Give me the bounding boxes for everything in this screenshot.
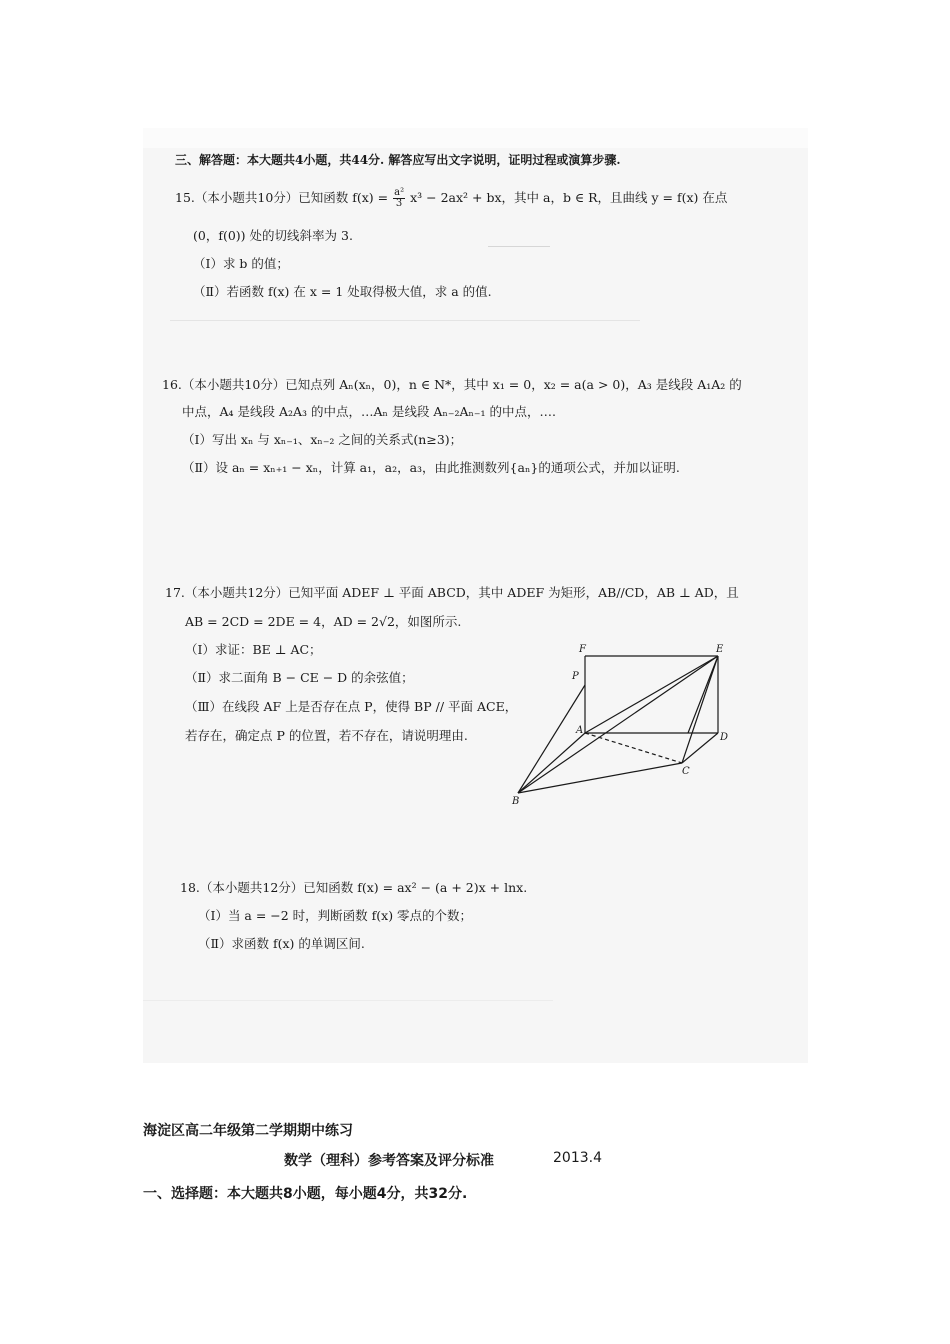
q17-line2: AB = 2CD = 2DE = 4，AD = 2√2，如图所示.	[185, 614, 462, 629]
label-C: C	[682, 766, 690, 777]
label-P: P	[572, 671, 579, 682]
q17-part4: 若存在，确定点 P 的位置，若不存在，请说明理由.	[185, 728, 468, 743]
school-title: 海淀区高二年级第二学期期中练习	[143, 1123, 353, 1139]
label-D: D	[720, 732, 729, 743]
scan-noise	[488, 246, 550, 247]
q17-geometry-figure	[505, 640, 740, 815]
q16-line2: 中点，A₄ 是线段 A₂A₃ 的中点，…Aₙ 是线段 Aₙ₋₂Aₙ₋₁ 的中点，….	[182, 404, 556, 419]
q15-fraction-denominator: 3	[395, 198, 403, 209]
label-A: A	[576, 725, 584, 736]
q18-part2: （Ⅱ）求函数 f(x) 的单调区间.	[198, 936, 365, 951]
q15-part2: （Ⅱ）若函数 f(x) 在 x = 1 处取得极大值，求 a 的值.	[193, 284, 492, 299]
q15-line1-end: x³ − 2ax² + bx，其中 a，b ∈ R，且曲线 y = f(x) 在点	[410, 190, 728, 205]
q17-part1: （Ⅰ）求证：BE ⊥ AC；	[185, 642, 322, 657]
q16-line1: 16.（本小题共10分）已知点列 Aₙ(xₙ，0)，n ∈ N*，其中 x₁ = 0，x₂ = a(a > 0)，A₃ 是线段 A₁A₂ 的	[162, 377, 742, 392]
edge-BA	[518, 733, 585, 793]
answer-key-subtitle: 数学（理科）参考答案及评分标准	[284, 1153, 494, 1169]
q15-line1	[175, 188, 727, 209]
label-F: F	[579, 644, 586, 655]
scan-edge-top	[143, 128, 808, 148]
q16-part1: （Ⅰ）写出 xₙ 与 xₙ₋₁、xₙ₋₂ 之间的关系式(n≥3)；	[182, 432, 463, 447]
label-B: B	[512, 796, 520, 807]
edge-AC-hidden	[585, 733, 682, 763]
q15-part1: （Ⅰ）求 b 的值；	[193, 256, 289, 271]
exam-date: 2013.4	[553, 1150, 602, 1166]
q15-fraction	[393, 188, 405, 209]
q18-line1: 18.（本小题共12分）已知函数 f(x) = ax² − (a + 2)x + lnx.	[180, 880, 528, 895]
section1-heading: 一、选择题：本大题共8小题，每小题4分，共32分.	[143, 1186, 468, 1202]
scan-noise	[170, 320, 640, 321]
edge-BP	[518, 685, 585, 793]
q15-line1-start: 15.（本小题共10分）已知函数 f(x) =	[175, 190, 389, 205]
section3-heading: 三、解答题：本大题共4小题，共44分. 解答应写出文字说明，证明过程或演算步骤.	[175, 153, 621, 167]
q16-part2: （Ⅱ）设 aₙ = xₙ₊₁ − xₙ，计算 a₁，a₂，a₃，由此推测数列{aₙ}的通项公式，并加以证明.	[182, 460, 680, 475]
q15-line2: (0，f(0)) 处的切线斜率为 3.	[193, 228, 353, 243]
q15-fraction-numerator: a²	[394, 187, 405, 198]
q17-part2: （Ⅱ）求二面角 B − CE − D 的余弦值；	[185, 670, 414, 685]
q17-line1: 17.（本小题共12分）已知平面 ADEF ⊥ 平面 ABCD，其中 ADEF 为矩形，AB//CD，AB ⊥ AD，且	[165, 585, 739, 600]
label-E: E	[716, 644, 724, 655]
edge-BC	[518, 763, 682, 793]
scan-noise	[143, 1000, 553, 1001]
q18-part1: （Ⅰ）当 a = −2 时，判断函数 f(x) 零点的个数；	[198, 908, 473, 923]
q17-part3: （Ⅲ）在线段 AF 上是否存在点 P，使得 BP // 平面 ACE，	[185, 699, 518, 714]
edge-AE	[585, 656, 718, 733]
edge-CE	[682, 656, 718, 763]
